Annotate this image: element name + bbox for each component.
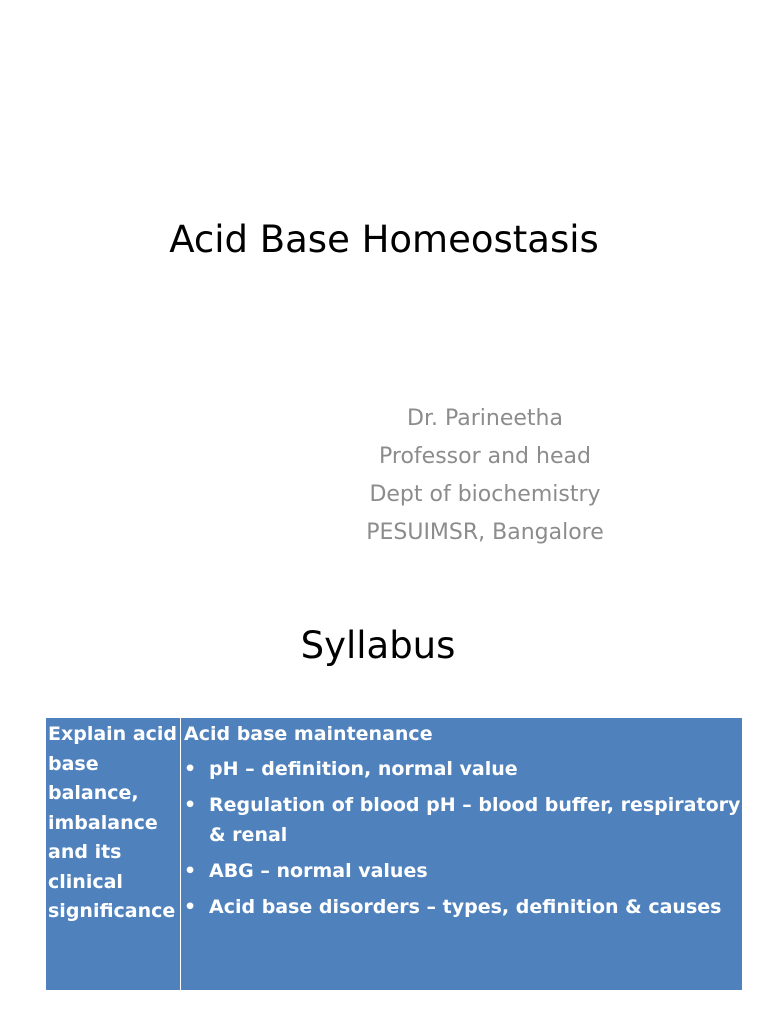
topics-list [184,754,742,922]
author-department: Dept of biochemistry [369,482,601,507]
topic-item: • Acid base disorders – types, definition & causes [184,892,742,922]
competency-line: and its [48,841,122,863]
topic-item: • pH – definition, normal value [184,754,742,784]
author-institution: PESUIMSR, Bangalore [366,520,604,545]
author-position: Professor and head [379,444,591,469]
syllabus-competency-cell [46,718,181,990]
topic-item: • ABG – normal values [184,856,742,886]
topic-item: • Regulation of blood pH – blood buffer, respiratory & renal [184,790,742,850]
author-block [300,400,670,552]
competency-line: significance [48,900,176,922]
competency-line: imbalance [48,811,158,834]
competency-line: Explain acid [48,723,178,745]
syllabus-table [46,718,742,990]
author-name: Dr. Parineetha [407,406,563,431]
syllabus-title: Syllabus [300,624,456,667]
topics-heading: Acid base maintenance [184,723,433,745]
competency-line: balance, [48,782,139,804]
slide-title: Acid Base Homeostasis [169,218,599,261]
competency-line: base [48,752,99,775]
competency-line: clinical [48,870,123,893]
syllabus-topics-cell [181,718,742,990]
